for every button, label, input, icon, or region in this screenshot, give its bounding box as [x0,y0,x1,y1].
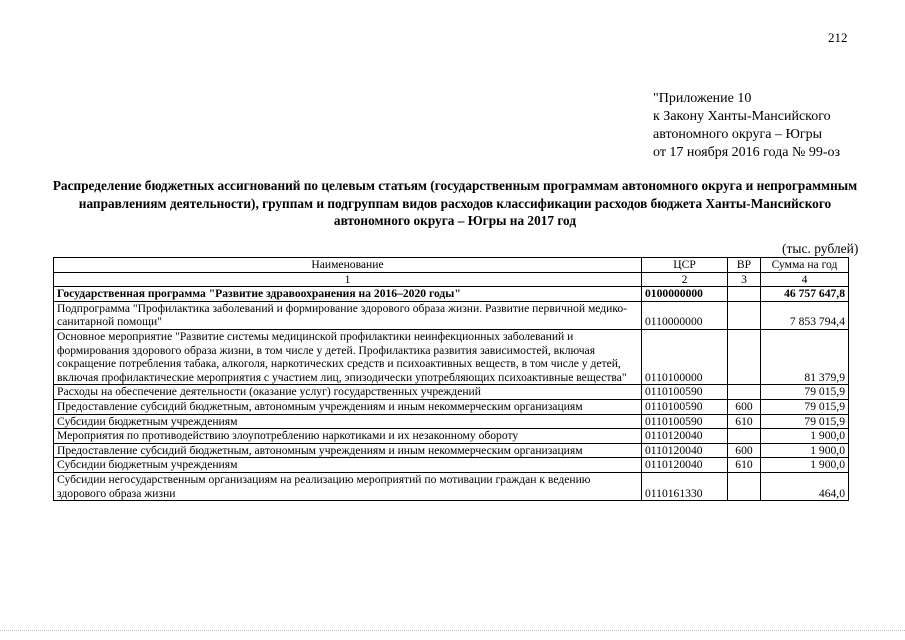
cell-vr: 600 [728,443,761,458]
cell-csr: 0100000000 [642,287,728,302]
units-label: (тыс. рублей) [782,241,859,256]
budget-table [53,257,849,501]
cell-sum: 81 379,9 [761,329,849,384]
table-row [54,443,849,458]
cell-vr [728,287,761,302]
table-header-row [54,258,849,273]
cell-sum: 7 853 794,4 [761,301,849,329]
cell-csr: 0110000000 [642,301,728,329]
cell-vr [728,429,761,444]
cell-sum: 1 900,0 [761,443,849,458]
cell-csr: 0110100590 [642,385,728,400]
cell-vr [728,385,761,400]
cell-csr: 0110100590 [642,414,728,429]
cell-name: Подпрограмма "Профилактика заболеваний и формирование здорового образа жизни. Развитие первичной медико-санитарной помощи" [54,301,642,329]
table-row [54,301,849,329]
cell-name: Субсидии бюджетным учреждениям [54,458,642,473]
cell-sum: 79 015,9 [761,385,849,400]
cell-vr: 600 [728,399,761,414]
table-index-row [54,272,849,287]
cell-name: Предоставление субсидий бюджетным, автономным учреждениям и иным некоммерческим организациям [54,399,642,414]
cell-sum: 464,0 [761,472,849,500]
cell-sum: 1 900,0 [761,458,849,473]
table-row [54,429,849,444]
table-row [54,458,849,473]
appendix-line: "Приложение 10 [653,91,752,106]
index-vr: 3 [728,272,761,287]
cell-vr: 610 [728,458,761,473]
cell-name: Основное мероприятие "Развитие системы медицинской профилактики неинфекционных заболеваний и формирования здорового образа жизни, в том числе у детей. Профилактика развития зависимостей, включая сокращение потребления табака, алкоголя, наркотических средств и психоактивных веществ, в том числе у детей, включая профилактические мероприятия с участием лиц, эпизодически употребляющих психоактивные вещества" [54,329,642,384]
cell-name: Субсидии негосударственным организациям на реализацию мероприятий по мотивации граждан к ведению здорового образа жизни [54,472,642,500]
header-sum: Сумма на год [761,258,849,273]
cell-name: Предоставление субсидий бюджетным, автономным учреждениям и иным некоммерческим организациям [54,443,642,458]
index-name: 1 [54,272,642,287]
table-row [54,385,849,400]
table-row [54,414,849,429]
cell-sum: 1 900,0 [761,429,849,444]
cell-name: Мероприятия по противодействию злоупотреблению наркотиками и их незаконному обороту [54,429,642,444]
index-sum: 4 [761,272,849,287]
cell-csr: 0110100000 [642,329,728,384]
cell-name: Государственная программа "Развитие здравоохранения на 2016–2020 годы" [54,287,642,302]
page-number: 212 [828,30,848,45]
cell-sum: 46 757 647,8 [761,287,849,302]
table-body [54,287,849,501]
header-name: Наименование [54,258,642,273]
appendix-block [653,90,840,162]
cell-csr: 0110120040 [642,443,728,458]
cell-name: Субсидии бюджетным учреждениям [54,414,642,429]
cell-vr [728,301,761,329]
index-csr: 2 [642,272,728,287]
cell-vr [728,472,761,500]
cell-sum: 79 015,9 [761,399,849,414]
cell-csr: 0110120040 [642,429,728,444]
cell-vr [728,329,761,384]
appendix-line: к Закону Ханты-Мансийского [653,109,831,124]
appendix-line: от 17 ноября 2016 года № 99-оз [653,145,841,160]
cell-sum: 79 015,9 [761,414,849,429]
header-csr: ЦСР [642,258,728,273]
cell-csr: 0110120040 [642,458,728,473]
table-row [54,287,849,302]
scan-artifact-line [0,630,905,632]
document-title: Распределение бюджетных ассигнований по целевым статьям (государственным программам автономного округа и непрограммным направлениям деятельности), группам и подгруппам видов расходов классификации расходов бюджета Ханты-Мансийского автономного округа – Югры на 2017 год [52,178,858,228]
table-row [54,472,849,500]
table-row [54,399,849,414]
appendix-line: автономного округа – Югры [653,127,822,142]
cell-csr: 0110161330 [642,472,728,500]
cell-csr: 0110100590 [642,399,728,414]
table-row [54,329,849,384]
header-vr: ВР [728,258,761,273]
cell-vr: 610 [728,414,761,429]
cell-name: Расходы на обеспечение деятельности (оказание услуг) государственных учреждений [54,385,642,400]
